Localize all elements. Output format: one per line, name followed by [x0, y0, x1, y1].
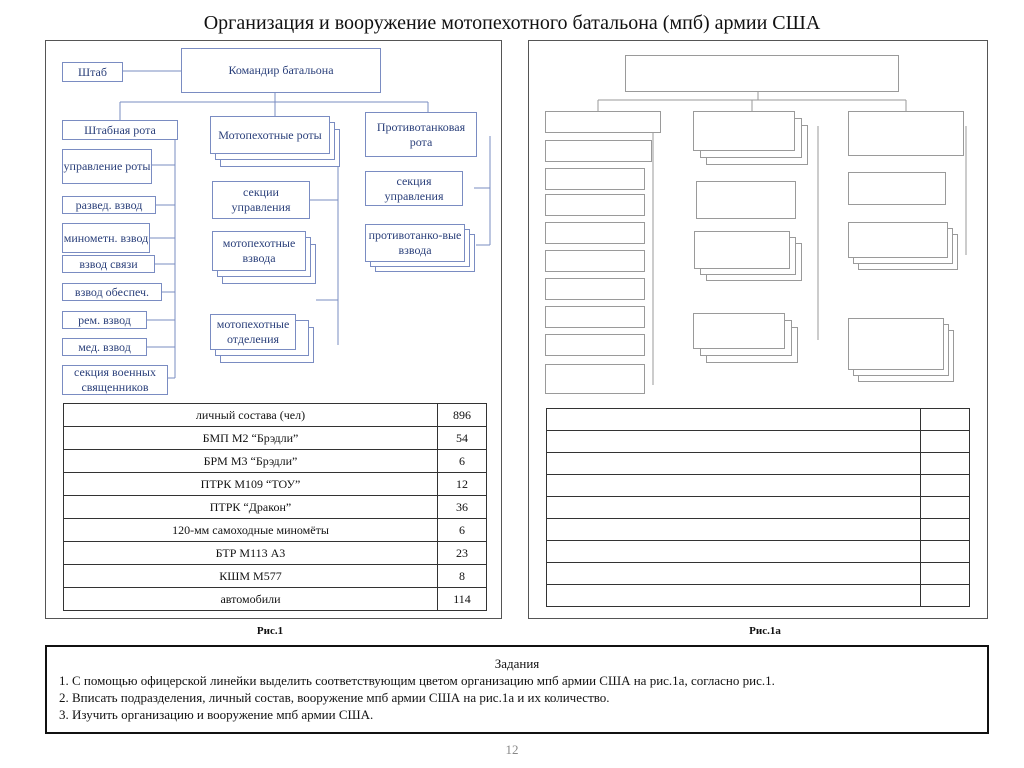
page-title: Организация и вооружение мотопехотного батальона (мпб) армии США [203, 12, 821, 34]
blank-cell [547, 541, 921, 563]
blank-row [547, 431, 970, 453]
blank-box [848, 172, 946, 205]
stats-label: КШМ М577 [64, 565, 438, 588]
hq-item-box: взвод связи [62, 255, 155, 273]
page-number: 12 [505, 742, 519, 757]
stats-row [64, 427, 487, 450]
blank-box [693, 111, 795, 151]
stats-value: 6 [438, 450, 487, 473]
antitank-company-box: Противотанковая рота [365, 112, 477, 157]
stats-value: 36 [438, 496, 487, 519]
blank-cell [547, 409, 921, 431]
stats-row [64, 542, 487, 565]
blank-box [545, 168, 645, 190]
hq-item-box: минометн. взвод [62, 223, 150, 253]
blank-cell [547, 563, 921, 585]
blank-box [545, 278, 645, 300]
blank-box [545, 194, 645, 216]
stats-row [64, 519, 487, 542]
blank-box [545, 250, 645, 272]
stats-label: БРМ М3 “Брэдли” [64, 450, 438, 473]
stats-row [64, 496, 487, 519]
stats-table [63, 403, 487, 611]
tasks-heading: Задания [494, 656, 540, 671]
stats-label: БМП М2 “Брэдли” [64, 427, 438, 450]
stats-label: 120-мм самоходные миномёты [64, 519, 438, 542]
blank-cell [921, 409, 970, 431]
blank-cell [921, 475, 970, 497]
tasks-box [45, 645, 989, 734]
hq-item-box: управление роты [62, 149, 152, 184]
blank-row [547, 453, 970, 475]
blank-cell [547, 475, 921, 497]
figure-1a-caption: Рис.1а [749, 625, 781, 637]
blank-row [547, 519, 970, 541]
blank-cell [921, 563, 970, 585]
mech-hq-section-box: секции управления [212, 181, 310, 219]
stats-value: 114 [438, 588, 487, 611]
stats-label: личный состава (чел) [64, 404, 438, 427]
mech-companies-box: Мотопехотные роты [210, 116, 330, 154]
stats-value: 8 [438, 565, 487, 588]
blank-box [848, 111, 964, 156]
task-item: 2. Вписать подразделения, личный состав, вооружение мпб армии США на рис.1а и их количество. [59, 690, 610, 705]
antitank-hq-section-box: секция управления [365, 171, 463, 206]
commander-box: Командир батальона [181, 48, 381, 93]
mech-squads-box: мотопехотные отделения [210, 314, 296, 350]
stats-label: ПТРК М109 “ТОУ” [64, 473, 438, 496]
hq-company-box: Штабная рота [62, 120, 178, 140]
hq-item-box: развед. взвод [62, 196, 156, 214]
blank-box [848, 222, 948, 258]
blank-box [694, 231, 790, 269]
stats-value: 54 [438, 427, 487, 450]
stats-row [64, 565, 487, 588]
blank-box [545, 111, 661, 133]
blank-cell [921, 519, 970, 541]
task-item: 3. Изучить организацию и вооружение мпб армии США. [59, 707, 374, 722]
blank-row [547, 585, 970, 607]
stats-row [64, 450, 487, 473]
stats-value: 23 [438, 542, 487, 565]
antitank-platoons-box: противотанко-вые взвода [365, 224, 465, 262]
blank-box [545, 222, 645, 244]
blank-stats-table [546, 408, 970, 607]
blank-cell [547, 585, 921, 607]
hq-item-box: мед. взвод [62, 338, 147, 356]
blank-box [545, 306, 645, 328]
stats-value: 6 [438, 519, 487, 542]
stats-value: 12 [438, 473, 487, 496]
blank-cell [547, 431, 921, 453]
stats-label: БТР М113 А3 [64, 542, 438, 565]
blank-cell [921, 585, 970, 607]
blank-box [696, 181, 796, 219]
blank-cell [921, 453, 970, 475]
stats-row [64, 588, 487, 611]
blank-cell [547, 519, 921, 541]
blank-row [547, 541, 970, 563]
blank-cell [921, 431, 970, 453]
staff-box: Штаб [62, 62, 123, 82]
blank-row [547, 409, 970, 431]
stats-value: 896 [438, 404, 487, 427]
blank-cell [547, 497, 921, 519]
blank-cell [921, 497, 970, 519]
blank-box [545, 334, 645, 356]
hq-item-box: рем. взвод [62, 311, 147, 329]
blank-box [848, 318, 944, 370]
blank-box [693, 313, 785, 349]
figure-1-caption: Рис.1 [256, 625, 284, 637]
stats-row [64, 404, 487, 427]
stats-label: автомобили [64, 588, 438, 611]
blank-cell [921, 541, 970, 563]
mech-platoons-box: мотопехотные взвода [212, 231, 306, 271]
blank-cell [547, 453, 921, 475]
blank-row [547, 497, 970, 519]
blank-row [547, 475, 970, 497]
hq-item-box: секция военных священников [62, 365, 168, 395]
task-item: 1. С помощью офицерской линейки выделить соответствующим цветом организацию мпб армии США на рис.1а, согласно рис.1. [59, 673, 775, 688]
hq-item-box: взвод обеспеч. [62, 283, 162, 301]
blank-box [545, 364, 645, 394]
blank-box [545, 140, 652, 162]
stats-row [64, 473, 487, 496]
blank-row [547, 563, 970, 585]
stats-label: ПТРК “Дракон” [64, 496, 438, 519]
blank-commander-box [625, 55, 899, 92]
